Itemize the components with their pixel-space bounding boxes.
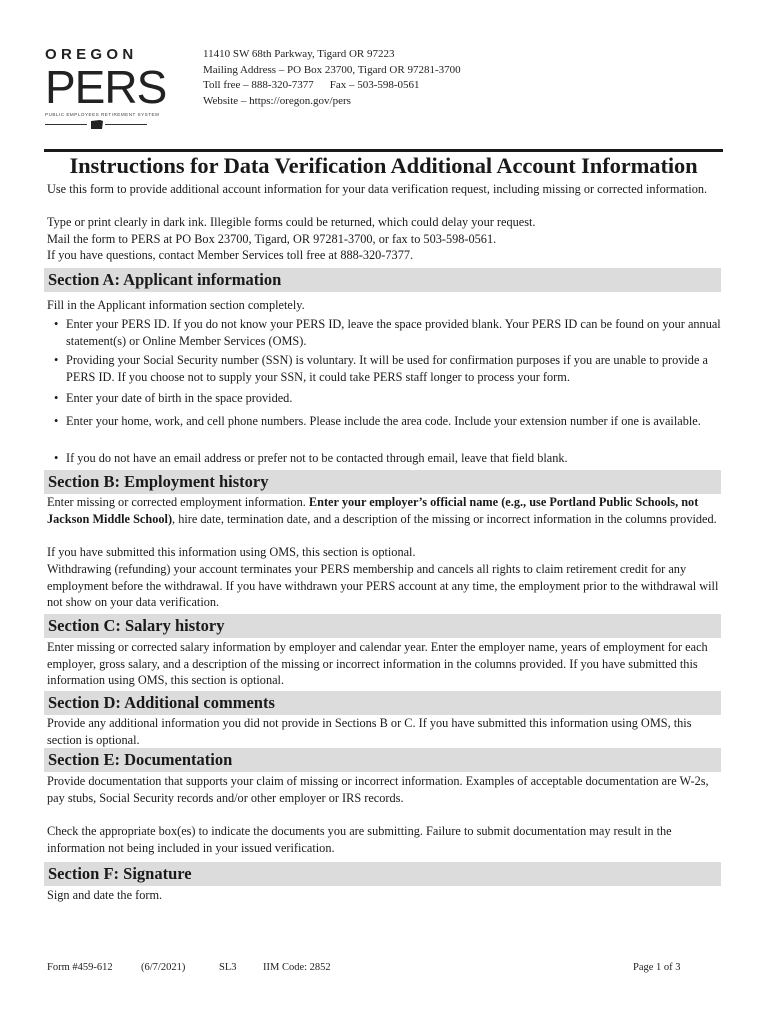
oregon-pers-logo — [45, 46, 167, 130]
section-b-paragraph-1: Enter missing or corrected employment information. Enter your employer’s official name (e.g., use Portland Public Schools, not Jackson Middle School), hire date, termination date, and a description of the missing or incorrect information in the columns provided. — [47, 495, 717, 526]
toll-free-number: Toll free – 888-320-7377 — [203, 79, 314, 91]
bullet-text: If you do not have an email address or prefer not to be contacted through email, leave that field blank. — [66, 451, 568, 465]
section-d-title: Section D: Additional comments — [48, 693, 275, 712]
section-b-header — [44, 470, 721, 494]
section-f-header — [44, 862, 721, 886]
section-a-bullet: • Enter your home, work, and cell phone numbers. Please include the area code. Include your extension number if one is available. — [54, 413, 726, 430]
section-d-paragraph: Provide any additional information you did not provide in Sections B or C. If you have submitted this information using OMS, this section is optional. — [47, 716, 692, 747]
logo-tagline: PUBLIC EMPLOYEES RETIREMENT SYSTEM — [45, 112, 160, 117]
fax-number: Fax – 503-598-0561 — [329, 79, 420, 91]
section-f-paragraph: Sign and date the form. — [47, 888, 163, 902]
bullet-text: Enter your PERS ID. If you do not know your PERS ID, leave the space provided blank. Your PERS ID can be found on your annual statement(s) or Online Member Services (OMS). — [66, 317, 721, 348]
logo-oregon-text: OREGON — [45, 46, 138, 63]
section-b-title: Section B: Employment history — [48, 472, 269, 491]
bullet-text: Enter your home, work, and cell phone numbers. Please include the area code. Include your extension number if one is available. — [66, 414, 701, 428]
form-revision-date: (6/7/2021) — [141, 962, 186, 973]
bullet-text: Enter your date of birth in the space provided. — [66, 391, 293, 405]
sl-code: SL3 — [219, 962, 237, 973]
section-b-paragraph-2: If you have submitted this information using OMS, this section is optional. — [47, 545, 416, 559]
oregon-state-icon — [91, 120, 103, 129]
iim-code: IIM Code: 2852 — [263, 962, 331, 973]
street-address: 11410 SW 68th Parkway, Tigard OR 97223 — [203, 48, 395, 60]
section-a-lead: Fill in the Applicant information section completely. — [47, 298, 305, 312]
intro-paragraph-1: Use this form to provide additional account information for your data verification request, including missing or corrected information. — [47, 182, 708, 196]
intro-paragraph-2: Type or print clearly in dark ink. Illegible forms could be returned, which could delay your request. — [47, 215, 536, 229]
section-e-header — [44, 748, 721, 772]
section-e-paragraph-2: Check the appropriate box(es) to indicate the documents you are submitting. Failure to submit documentation may result in the information not being included in your issued verification. — [47, 824, 672, 855]
intro-paragraph-4: If you have questions, contact Member Services toll free at 888-320-7377. — [47, 248, 414, 262]
website-link: Website – https://oregon.gov/pers — [203, 94, 351, 107]
section-a-bullet: • Providing your Social Security number (SSN) is voluntary. It will be used for confirmation purposes if you are unable to provide a PERS ID. If you choose not to supply your SSN, it could take PERS staff longer to process your form. — [54, 352, 726, 385]
section-e-title: Section E: Documentation — [48, 750, 233, 769]
document-title: Instructions for Data Verification Additional Account Information — [69, 153, 698, 178]
logo-divider — [45, 120, 157, 130]
contact-address-block — [203, 47, 461, 109]
logo-pers-text: PERS — [45, 61, 167, 113]
form-number: Form #459-612 — [47, 962, 113, 973]
mailing-address: Mailing Address – PO Box 23700, Tigard OR 97281-3700 — [203, 63, 461, 76]
page-number: Page 1 of 3 — [633, 962, 681, 973]
section-c-header — [44, 614, 721, 638]
section-a-title: Section A: Applicant information — [48, 270, 282, 289]
section-e-paragraph-1: Provide documentation that supports your claim of missing or incorrect information. Examples of acceptable documentation are W-2s, pay stubs, Social Security records and/or other employer or IRS records. — [47, 774, 709, 805]
employer-name-instruction: Enter your employer’s official name (e.g., use Portland Public Schools, not Jackson Middle School) — [47, 495, 699, 526]
section-a-header — [44, 268, 721, 292]
section-a-bullet: • If you do not have an email address or prefer not to be contacted through email, leave that field blank. — [54, 450, 726, 467]
section-d-header — [44, 691, 721, 715]
intro-paragraph-3: Mail the form to PERS at PO Box 23700, Tigard, OR 97281-3700, or fax to 503-598-0561. — [47, 232, 497, 246]
section-c-title: Section C: Salary history — [48, 616, 225, 635]
bullet-text: Providing your Social Security number (SSN) is voluntary. It will be used for confirmation purposes if you are unable to provide a PERS ID. If you choose not to supply your SSN, it could take PERS staff longer to process your form. — [66, 353, 708, 384]
section-c-paragraph: Enter missing or corrected salary information by employer and calendar year. Enter the employer name, years of employment for each employer, gross salary, and a description of the missing or incorrect information in the columns provided. If you have submitted this information using OMS, this section is optional. — [47, 640, 708, 687]
phone-fax-row — [203, 78, 461, 94]
section-b-paragraph-3: Withdrawing (refunding) your account terminates your PERS membership and cancels all rights to claim retirement credit for any employment before the withdrawal. If you have withdrawn your PERS account at any time, the employment prior to the withdrawal will not show on your data verification. — [47, 562, 719, 609]
section-f-title: Section F: Signature — [48, 864, 192, 883]
section-a-bullet: • Enter your date of birth in the space provided. — [54, 390, 726, 407]
section-a-bullet: • Enter your PERS ID. If you do not know your PERS ID, leave the space provided blank. Your PERS ID can be found on your annual statement(s) or Online Member Services (OMS). — [54, 316, 726, 349]
